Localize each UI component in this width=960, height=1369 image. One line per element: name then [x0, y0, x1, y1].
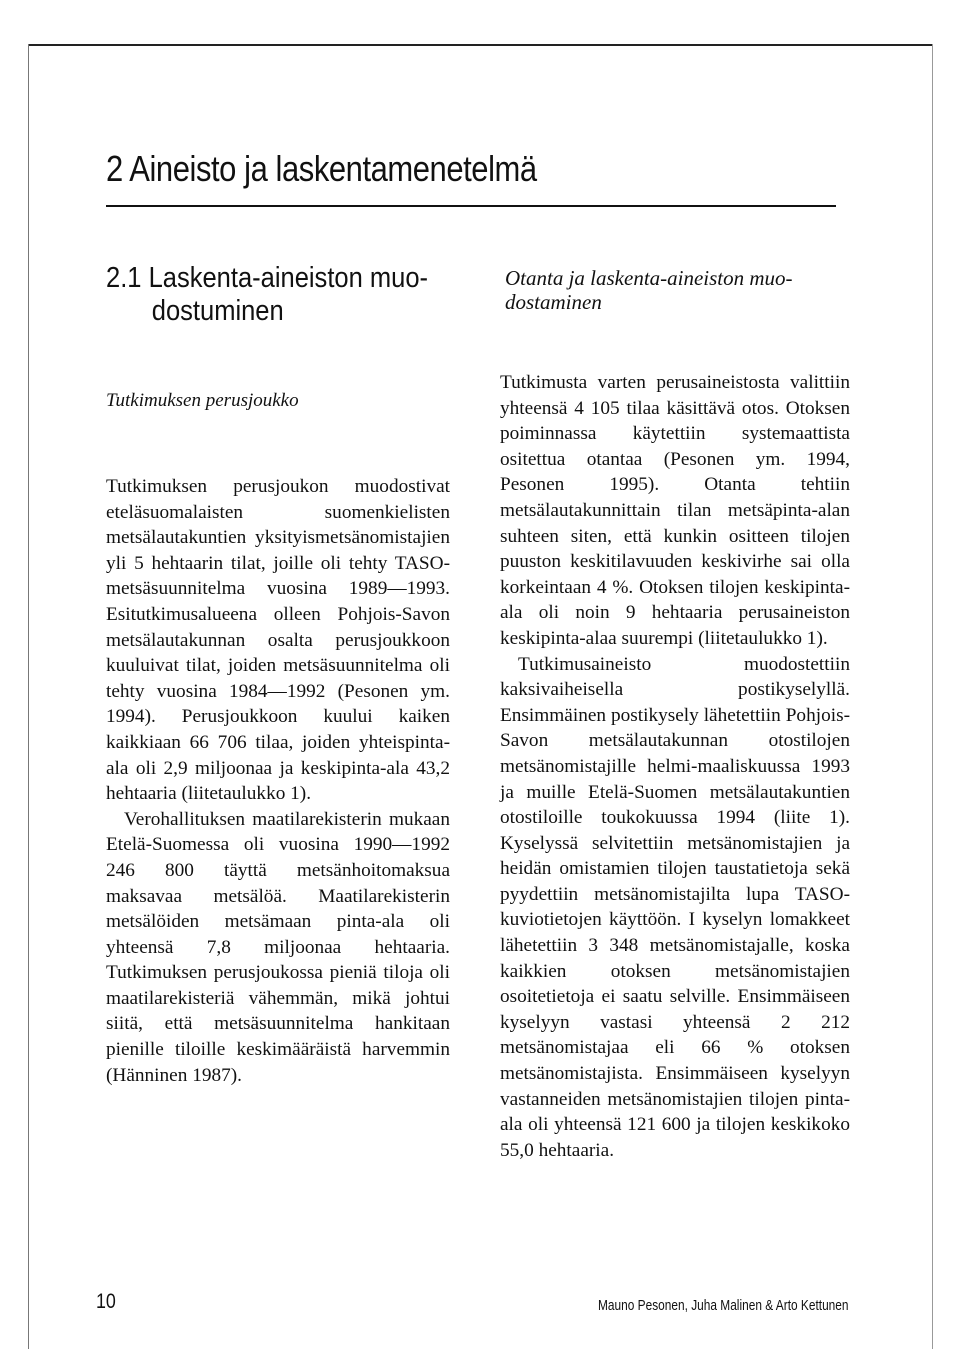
page-right-edge — [932, 44, 933, 1349]
chapter-title: 2 Aineisto ja laskentamenetelmä — [106, 148, 537, 189]
section-title — [106, 262, 449, 328]
chapter-rule — [106, 205, 836, 207]
section-title-line2: dostuminen — [151, 295, 284, 327]
margin-note: Otanta ja laskenta-aineiston muo-dostaminen — [505, 266, 793, 314]
left-paragraph-1: Tutkimuksen perusjoukon muodostivat eteläsuomalaisten suomenkielisten metsälautakuntien yksityismetsänomistajien yli 5 hehtaarin tilat, joille oli tehty TASO-metsäsuunnitelma vuosina 1989—1993. Esitutkimusalueena olleen Pohjois-Savon metsälautakunnan osalta perusjoukkoon kuuluivat tilat, joiden metsäsuunnitelma oli tehty vuosina 1984—1992 (Pesonen ym. 1994). Perusjoukkoon kuului kaiken kaikkiaan 66 706 tilaa, joiden yhteispinta-ala oli 2,9 miljoonaa ja keskipinta-ala 43,2 hehtaaria (liitetaulukko 1). — [106, 476, 450, 805]
page-top-rule — [28, 44, 932, 46]
left-column — [106, 474, 450, 1088]
left-paragraph-2: Verohallituksen maatilarekisterin mukaan Etelä-Suomessa oli vuosina 1990—1992 246 800 täyttä metsänhoitomaksua maksavaa metsälöä. Maatilarekisterin metsälöiden metsämaan pinta-ala oli yhteensä 7,8 miljoonaa hehtaaria. Tutkimuksen perusjoukossa pieniä tiloja oli maatilarekisteriä vähemmän, mikä johtui siitä, että metsäsuunnitelma hankitaan pienille tiloille keskimääräistä harvemmin (Hänninen 1987). — [106, 808, 450, 1086]
subsection-heading: Tutkimuksen perusjoukko — [106, 390, 299, 411]
right-column — [500, 370, 850, 1163]
footer-authors: Mauno Pesonen, Juha Malinen & Arto Kettunen — [598, 1298, 849, 1314]
right-paragraph-2: Tutkimusaineisto muodostettiin kaksivaiheisella postikyselyllä. Ensimmäinen postikysely lähetettiin Pohjois-Savon metsälautakunnan otostilojen metsänomistajille helmi-maaliskuussa 1993 ja muille Etelä-Suomen metsälautakuntien otostiloille toukokuussa 1994 (liite 1). Kyselyssä selvitettiin metsänomistajien ja heidän omistamien tilojen taustatietoja sekä pyydettiin metsänomistajilta lupa TASO-kuviotietojen käyttöön. I kyselyn lomakkeet lähetettiin 3 348 metsänomistajalle, koska kaikkien otoksen metsänomistajien osoitetietoja ei saatu selville. Ensimmäiseen kyselyyn vastasi yhteensä 2 212 metsänomistajaa eli 66 % otoksen metsänomistajista. Ensimmäiseen kyselyyn vastanneiden metsänomistajien tilojen pinta-ala oli yhteensä 121 600 ja tilojen keskikoko 55,0 hehtaaria. — [500, 653, 850, 1161]
page-left-edge — [28, 44, 29, 1349]
right-paragraph-1: Tutkimusta varten perusaineistosta valittiin yhteensä 4 105 tilaa käsittävä otos. Otoksen poiminnassa käytettiin systemaattista ositettua otantaa (Pesonen ym. 1994, Pesonen 1995). Otanta tehtiin metsälautakunnittain tilan metsäpinta-alan suhteen siten, että kunkin ositteen tilojen puuston keskitilavuuden keskivirhe sai olla korkeintaan 4 %. Otoksen tilojen keskipinta-ala oli noin 9 hehtaaria perusaineiston keskipinta-alaa suurempi (liitetaulukko 1). — [500, 372, 850, 649]
section-title-line1: 2.1 Laskenta-aineiston muo- — [106, 262, 429, 294]
page-number: 10 — [96, 1290, 116, 1313]
